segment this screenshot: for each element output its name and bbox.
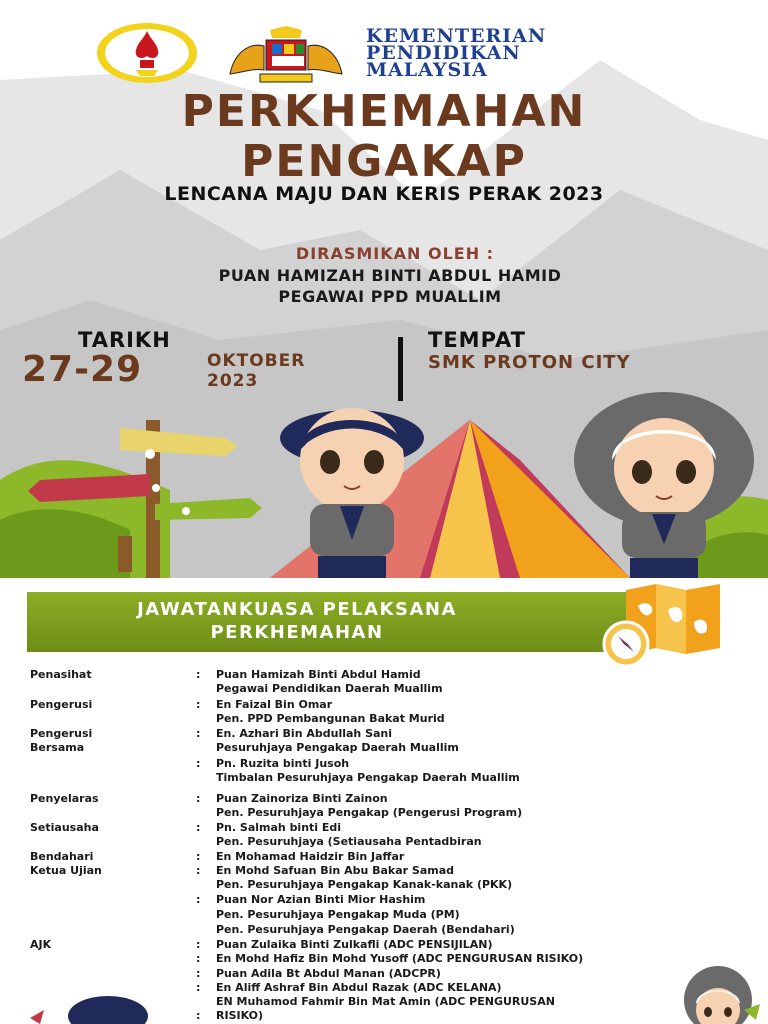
committee-colon: : <box>196 792 201 805</box>
committee-banner <box>27 592 645 652</box>
poster-title-line-2: PENGAKAP <box>241 136 527 187</box>
committee-row <box>30 727 750 742</box>
committee-row <box>30 893 750 908</box>
committee-member: Puan Zainoriza Binti Zainon <box>216 792 388 805</box>
committee-member: Pesuruhjaya Pengakap Daerah Muallim <box>216 741 459 754</box>
poster-title-line-1: PERKHEMAHAN <box>181 86 587 137</box>
committee-colon: : <box>196 668 201 681</box>
committee-colon: : <box>196 727 201 740</box>
committee-colon: : <box>196 864 201 877</box>
date-label: TARIKH <box>78 328 171 352</box>
committee-row <box>30 835 750 850</box>
committee-colon: : <box>196 757 201 770</box>
committee-role: Bersama <box>30 741 85 754</box>
committee-member: RISIKO) <box>216 1009 263 1022</box>
committee-member: Pn. Salmah binti Edi <box>216 821 342 834</box>
committee-member: En. Azhari Bin Abdullah Sani <box>216 727 393 740</box>
committee-row <box>30 908 750 923</box>
date-year: 2023 <box>207 371 259 391</box>
map-compass-icon <box>598 582 724 668</box>
scout-emblem-logo <box>96 22 198 84</box>
committee-row <box>30 938 750 953</box>
ministry-name <box>366 25 547 81</box>
committee-member: Pegawai Pendidikan Daerah Muallim <box>216 682 443 695</box>
bottom-illustration <box>0 960 768 1024</box>
officiated-heading: DIRASMIKAN OLEH : <box>295 244 495 263</box>
committee-member: En Mohamad Haidzir Bin Jaffar <box>216 850 405 863</box>
committee-role: Penasihat <box>30 668 92 681</box>
committee-row <box>30 850 750 865</box>
committee-member: En Aliff Ashraf Bin Abdul Razak (ADC KELANA) <box>216 981 502 994</box>
committee-row <box>30 668 750 683</box>
committee-member: Pen. Pesuruhjaya Pengakap Kanak-kanak (PKK) <box>216 878 513 891</box>
venue-label: TEMPAT <box>428 328 526 352</box>
committee-member: EN Muhamod Fahmir Bin Mat Amin (ADC PENGURUSAN <box>216 995 555 1008</box>
camp-scene-illustration <box>0 380 768 578</box>
venue-place: SMK PROTON CITY <box>428 352 631 373</box>
committee-row <box>30 741 750 756</box>
committee-role: Bendahari <box>30 850 94 863</box>
committee-role: Setiausaha <box>30 821 99 834</box>
committee-member: En Faizal Bin Omar <box>216 698 333 711</box>
committee-colon: : <box>196 981 201 994</box>
committee-row <box>30 757 750 772</box>
committee-colon: : <box>196 967 201 980</box>
committee-row <box>30 771 750 786</box>
committee-row <box>30 698 750 713</box>
committee-role: Penyelaras <box>30 792 99 805</box>
committee-row <box>30 712 750 727</box>
committee-member: Puan Adila Bt Abdul Manan (ADCPR) <box>216 967 441 980</box>
committee-role: Pengerusi <box>30 698 93 711</box>
committee-member: Pen. Pesuruhjaya Pengakap (Pengerusi Program) <box>216 806 523 819</box>
committee-role: Pengerusi <box>30 727 93 740</box>
committee-colon: : <box>196 893 201 906</box>
committee-title-line-2: PERKHEMAHAN <box>210 622 384 643</box>
committee-row <box>30 923 750 938</box>
committee-member: Puan Nor Azian Binti Mior Hashim <box>216 893 426 906</box>
committee-member: Puan Zulaika Binti Zulkafli (ADC PENSIJILAN) <box>216 938 493 951</box>
committee-member: En Mohd Safuan Bin Abu Bakar Samad <box>216 864 455 877</box>
officiated-name: PUAN HAMIZAH BINTI ABDUL HAMID <box>218 266 562 285</box>
committee-row <box>30 821 750 836</box>
committee-row <box>30 682 750 697</box>
committee-colon: : <box>196 938 201 951</box>
committee-colon: : <box>196 1009 201 1022</box>
committee-colon: : <box>196 952 201 965</box>
committee-title-line-1: JAWATANKUASA PELAKSANA <box>137 599 457 620</box>
ministry-line-3: MALAYSIA <box>366 59 488 81</box>
officiated-position: PEGAWAI PPD MUALLIM <box>278 287 502 306</box>
committee-role: AJK <box>30 938 52 951</box>
committee-member: Pen. Pesuruhjaya Pengakap Muda (PM) <box>216 908 460 921</box>
committee-member: Pen. Pesuruhjaya Pengakap Daerah (Bendahari) <box>216 923 515 936</box>
committee-row <box>30 792 750 807</box>
poster-subtitle: LENCANA MAJU DAN KERIS PERAK 2023 <box>164 183 604 205</box>
committee-role: Ketua Ujian <box>30 864 102 877</box>
committee-colon: : <box>196 821 201 834</box>
committee-member: Pn. Ruzita binti Jusoh <box>216 757 350 770</box>
malaysia-coat-of-arms-logo <box>220 24 352 86</box>
committee-member: Timbalan Pesuruhjaya Pengakap Daerah Muallim <box>216 771 520 784</box>
committee-row <box>30 806 750 821</box>
scout-cap-icon <box>68 996 148 1024</box>
committee-colon: : <box>196 698 201 711</box>
ministry-line-2: PENDIDIKAN <box>366 42 521 64</box>
date-days: 27-29 <box>22 349 143 390</box>
date-month: OKTOBER <box>207 351 306 371</box>
committee-member: Pen. PPD Pembangunan Bakat Murid <box>216 712 445 725</box>
ministry-line-1: KEMENTERIAN <box>366 25 547 47</box>
committee-row <box>30 878 750 893</box>
committee-member: Pen. Pesuruhjaya (Setiausaha Pentadbiran <box>216 835 482 848</box>
committee-member: En Mohd Hafiz Bin Mohd Yusoff (ADC PENGURUSAN RISIKO) <box>216 952 584 965</box>
committee-colon: : <box>196 850 201 863</box>
committee-row <box>30 864 750 879</box>
committee-member: Puan Hamizah Binti Abdul Hamid <box>216 668 421 681</box>
